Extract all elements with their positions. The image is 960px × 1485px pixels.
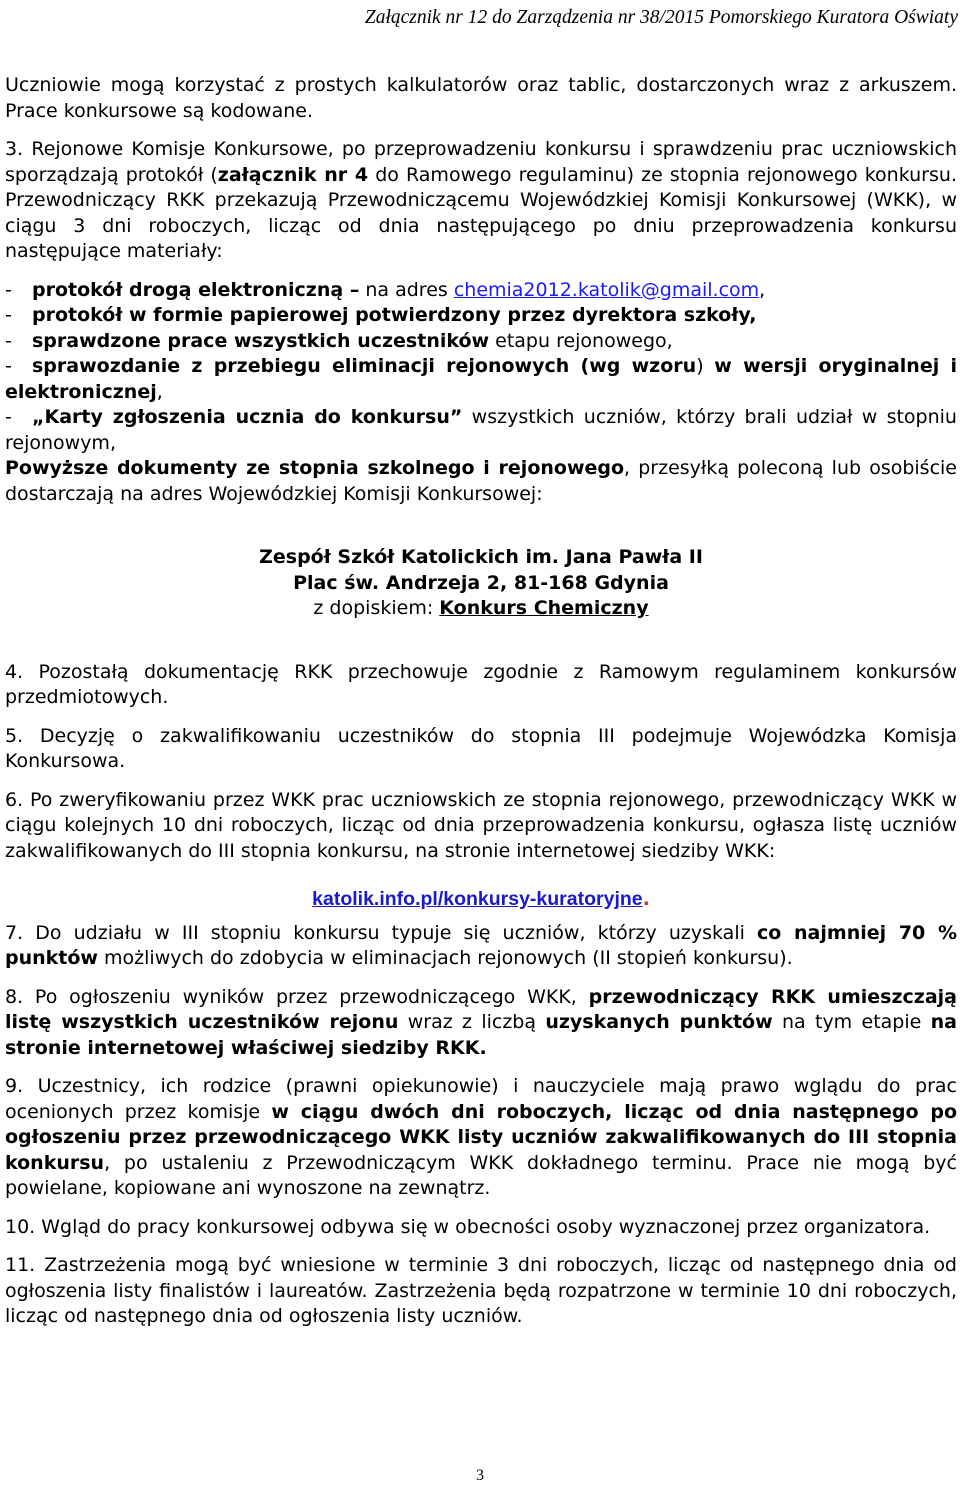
paragraph-11: 11. Zastrzeżenia mogą być wniesione w terminie 3 dni roboczych, licząc od następnego dnia od ogłoszenia listy finalistów i laureatów. Zastrzeżenia będą rozpatrzone w terminie 10 dni roboczych, licząc od następnego dnia od ogłoszenia listy uczniów. — [5, 1254, 957, 1327]
address-line: Plac św. Andrzeja 2, 81-168 Gdynia — [293, 571, 669, 594]
list-item: - „Karty zgłoszenia ucznia do konkursu” wszystkich uczniów, którzy brali udział w stopniu rejonowym, — [5, 406, 957, 454]
address-note: z dopiskiem: Konkurs Chemiczny — [313, 597, 649, 619]
list-item: - sprawdzone prace wszystkich uczestników etapu rejonowego, — [5, 329, 673, 352]
paragraph-10: 10. Wgląd do pracy konkursowej odbywa się w obecności osoby wyznaczonej przez organizatora. — [5, 1215, 931, 1238]
list-item: - sprawozdanie z przebiegu eliminacji rejonowych (wg wzoru) w wersji oryginalnej i elektronicznej, — [5, 355, 958, 403]
paragraph-9: 9. Uczestnicy, ich rodzice (prawni opiekunowie) i nauczyciele mają prawo wglądu do prac ocenionych przez komisje w ciągu dwóch dni roboczych, licząc od dnia następnego po ogłoszeniu przez przewodniczącego WKK listy uczniów zakwalifikowanych do III stopnia konkursu, po ustaleniu z Przewodniczącym WKK dokładnego terminu. Prace nie mogą być powielane, kopiowane ani wynoszone na zewnątrz. — [5, 1075, 957, 1199]
website-line: katolik.info.pl/konkursy-kuratoryjne. — [312, 888, 650, 910]
paragraph-documents: Powyższe dokumenty ze stopnia szkolnego i rejonowego, przesyłką poleconą lub osobiście dostarczają na adres Wojewódzkiej Komisji Konkursowej: — [5, 457, 957, 505]
paragraph-8: 8. Po ogłoszeniu wyników przez przewodniczącego WKK, przewodniczący RKK umieszczają listę wszystkich uczestników rejonu wraz z liczbą uzyskanych punktów na tym etapie na stronie internetowej właściwej siedziby RKK. — [5, 985, 958, 1059]
list-item: - protokół drogą elektroniczną – na adres chemia2012.katolik@gmail.com, — [5, 278, 766, 301]
website-link[interactable]: katolik.info.pl/konkursy-kuratoryjne — [312, 888, 643, 910]
list-item: - protokół w formie papierowej potwierdzony przez dyrektora szkoły, — [5, 304, 757, 326]
paragraph-3: 3. Rejonowe Komisje Konkursowe, po przeprowadzeniu konkursu i sprawdzeniu prac uczniowskich sporządzają protokół (załącznik nr 4 do Ramowego regulaminu) ze stopnia rejonowego konkursu. Przewodniczący RKK przekazują Przewodniczącemu Wojewódzkiej Komisji Konkursowej (WKK), w ciągu 3 dni roboczych, licząc od dnia następującego po dniu przeprowadzenia konkursu następujące materiały: — [5, 138, 957, 262]
paragraph-6: 6. Po zweryfikowaniu przez WKK prac uczniowskich ze stopnia rejonowego, przewodniczący WKK w ciągu kolejnych 10 dni roboczych, licząc od dnia przeprowadzenia konkursu, ogłasza listę uczniów zakwalifikowanych do III stopnia konkursu, na stronie internetowej siedziby WKK: — [5, 788, 957, 862]
paragraph-5: 5. Decyzję o zakwalifikowaniu uczestników do stopnia III podejmuje Wojewódzka Komisja Konkursowa. — [5, 724, 957, 772]
email-link[interactable]: chemia2012.katolik@gmail.com — [453, 278, 760, 301]
page-number: 3 — [476, 1467, 484, 1484]
paragraph-calculators: Uczniowie mogą korzystać z prostych kalkulatorów oraz tablic, dostarczonych wraz z arkuszem. Prace konkursowe są kodowane. — [5, 74, 957, 122]
address-line: Zespół Szkół Katolickich im. Jana Pawła II — [259, 546, 703, 568]
document-body — [5, 73, 957, 1330]
address-block — [5, 545, 957, 622]
document-header: Załącznik nr 12 do Zarządzenia nr 38/2015 Pomorskiego Kuratora Oświaty — [364, 7, 958, 28]
materials-list — [5, 278, 957, 457]
paragraph-4: 4. Pozostałą dokumentację RKK przechowuje zgodnie z Ramowym regulaminem konkursów przedmiotowych. — [5, 660, 957, 708]
paragraph-7: 7. Do udziału w III stopniu konkursu typuje się uczniów, którzy uzyskali co najmniej 70 % punktów możliwych do zdobycia w eliminacjach rejonowych (II stopień konkursu). — [5, 921, 958, 969]
